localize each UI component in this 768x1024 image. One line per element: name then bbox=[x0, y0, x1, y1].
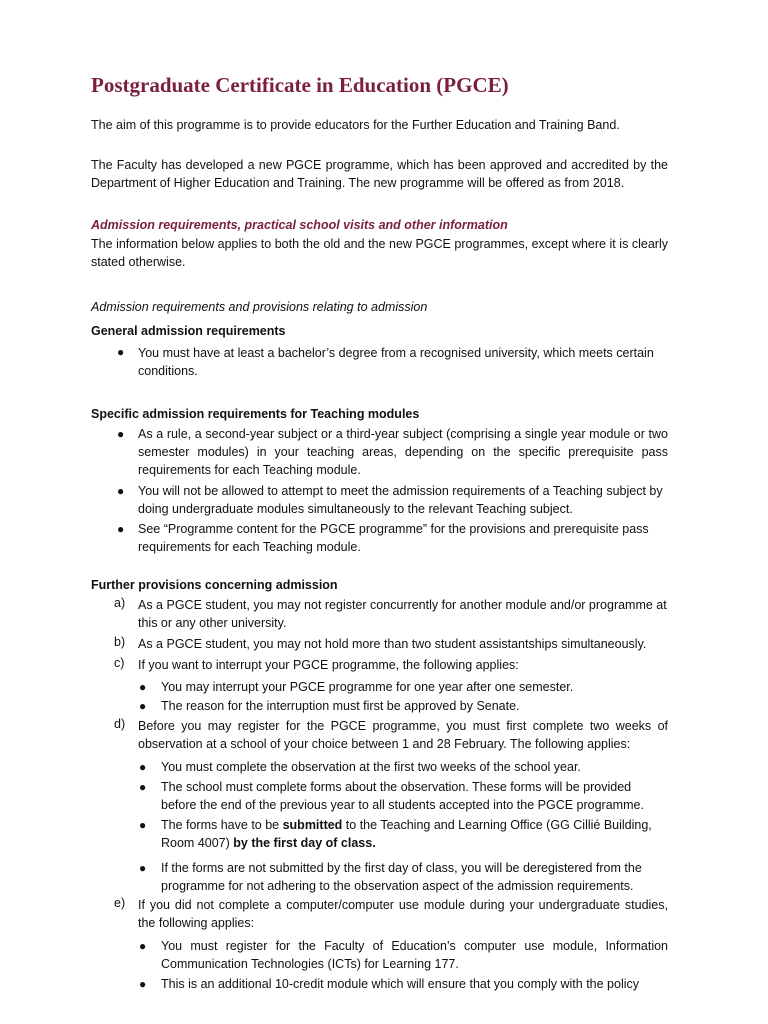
bullet-icon: ● bbox=[117, 345, 125, 359]
page-title: Postgraduate Certificate in Education (PGCE) bbox=[91, 73, 509, 97]
bullet-icon: ● bbox=[139, 861, 147, 875]
provision-c: If you want to interrupt your PGCE programme, the following applies: bbox=[138, 658, 519, 672]
bullet-icon: ● bbox=[139, 680, 147, 694]
list-item: As a rule, a second-year subject or a third-year subject (comprising a single year module or two semester modules) in your teaching areas, depending on the specific prerequisite pass requirements for each Teaching module. bbox=[138, 427, 668, 477]
aim-paragraph: The aim of this programme is to provide educators for the Further Education and Training Band. bbox=[91, 118, 620, 132]
bullet-icon: ● bbox=[139, 699, 147, 713]
admission-heading: Admission requirements, practical school visits and other information bbox=[91, 218, 508, 232]
specific-requirements-heading: Specific admission requirements for Teaching modules bbox=[91, 407, 420, 421]
item-label-b: b) bbox=[114, 635, 126, 649]
item-label-e: e) bbox=[114, 896, 126, 910]
forms-text-pre: The forms have to be bbox=[161, 818, 283, 832]
list-item: See “Programme content for the PGCE programme” for the provisions and prerequisite pass requirements for each Teaching module. bbox=[138, 522, 649, 554]
bullet-icon: ● bbox=[139, 977, 147, 991]
bullet-icon: ● bbox=[139, 760, 147, 774]
provision-b: As a PGCE student, you may not hold more than two student assistantships simultaneously. bbox=[138, 637, 647, 651]
forms-text-mid: to the Teaching and Learning Office (GG Cillié Building, Room 4007) bbox=[161, 818, 652, 850]
bullet-icon: ● bbox=[117, 522, 125, 536]
list-item: You must have at least a bachelor’s degree from a recognised university, which meets certain conditions. bbox=[138, 346, 654, 378]
item-label-d: d) bbox=[114, 717, 126, 731]
further-provisions-heading: Further provisions concerning admission bbox=[91, 578, 338, 592]
list-item: The reason for the interruption must first be approved by Senate. bbox=[161, 699, 520, 713]
item-label-a: a) bbox=[114, 596, 126, 610]
forms-text-bold-submitted: submitted bbox=[282, 818, 343, 832]
admission-info-paragraph: The information below applies to both the old and the new PGCE programmes, except where it is clearly stated otherwise. bbox=[91, 237, 668, 269]
bullet-icon: ● bbox=[117, 484, 125, 498]
list-item: You must complete the observation at the first two weeks of the school year. bbox=[161, 760, 581, 774]
provision-e: If you did not complete a computer/computer use module during your undergraduate studies, the following applies: bbox=[138, 898, 668, 930]
list-item: You will not be allowed to attempt to meet the admission requirements of a Teaching subject by doing undergraduate modules simultaneously to the relevant Teaching subject. bbox=[138, 484, 663, 516]
list-item: You must register for the Faculty of Education’s computer use module, Information Communication Technologies (ICTs) for Learning 177. bbox=[161, 939, 668, 971]
item-label-c: c) bbox=[114, 656, 125, 670]
general-requirements-heading: General admission requirements bbox=[91, 324, 286, 338]
list-item-forms bbox=[161, 816, 668, 852]
provision-d: Before you may register for the PGCE programme, you must first complete two weeks of observation at a school of your choice between 1 and 28 February. The following applies: bbox=[138, 719, 668, 751]
bullet-icon: ● bbox=[139, 818, 147, 832]
list-item: You may interrupt your PGCE programme for one year after one semester. bbox=[161, 680, 574, 694]
bullet-icon: ● bbox=[139, 780, 147, 794]
list-item: The school must complete forms about the observation. These forms will be provided before the end of the previous year to all students accepted into the PGCE programme. bbox=[161, 780, 644, 812]
forms-text-bold-deadline: by the first day of class. bbox=[233, 836, 376, 850]
admission-subheading: Admission requirements and provisions relating to admission bbox=[91, 300, 428, 314]
faculty-paragraph: The Faculty has developed a new PGCE programme, which has been approved and accredited by the Department of Higher Education and Training. The new programme will be offered as from 2018. bbox=[91, 158, 668, 190]
bullet-icon: ● bbox=[117, 427, 125, 441]
provision-a: As a PGCE student, you may not register concurrently for another module and/or programme at this or any other university. bbox=[138, 598, 667, 630]
list-item: If the forms are not submitted by the first day of class, you will be deregistered from the programme for not adhering to the observation aspect of the admission requirements. bbox=[161, 861, 642, 893]
bullet-icon: ● bbox=[139, 939, 147, 953]
list-item: This is an additional 10-credit module which will ensure that you comply with the policy bbox=[161, 977, 640, 991]
